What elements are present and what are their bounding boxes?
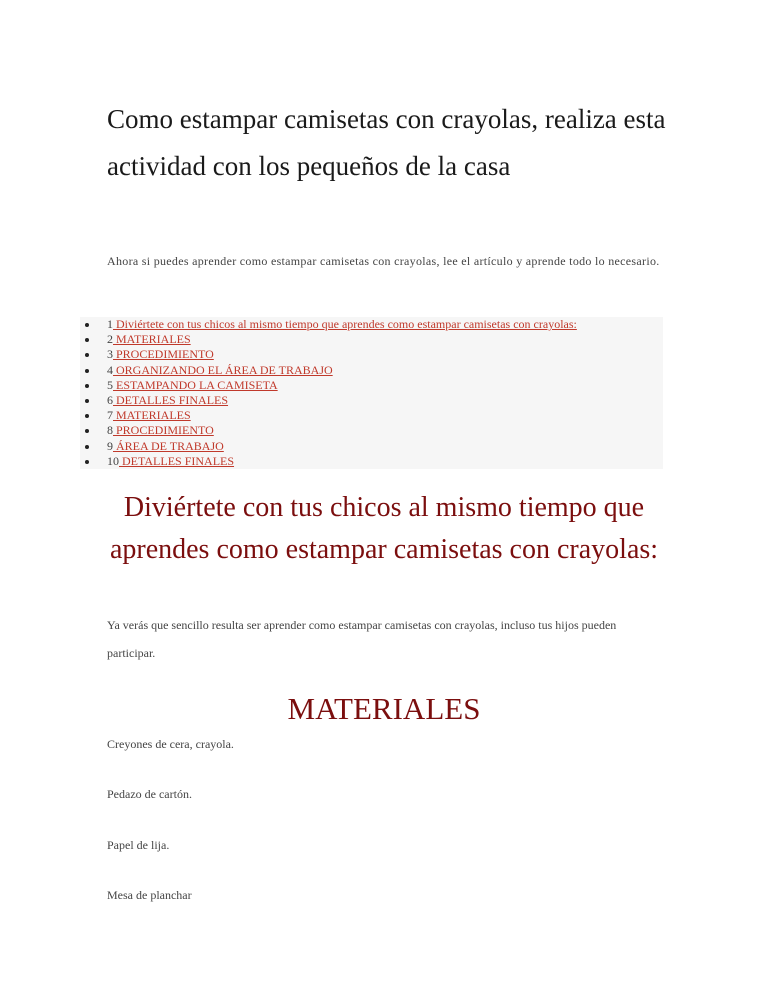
bullet-icon	[85, 399, 89, 403]
toc-number: 8	[107, 423, 113, 438]
bullet-icon	[85, 460, 89, 464]
toc-number: 5	[107, 377, 113, 392]
toc-item	[80, 454, 663, 469]
toc-number: 2	[107, 332, 113, 347]
material-item: Mesa de planchar	[107, 888, 192, 902]
bullet-icon	[85, 384, 89, 388]
toc-link[interactable]: ORGANIZANDO EL ÁREA DE TRABAJO	[113, 362, 333, 377]
bullet-icon	[85, 429, 89, 433]
table-of-contents	[80, 317, 663, 469]
toc-item	[80, 378, 663, 393]
toc-item	[80, 423, 663, 438]
material-item: Papel de lija.	[107, 838, 170, 852]
material-item: Creyones de cera, crayola.	[107, 737, 234, 751]
article-intro: Ahora si puedes aprender como estampar camisetas con crayolas, lee el artículo y aprende todo lo necesario.	[107, 254, 660, 268]
bullet-icon	[85, 323, 89, 327]
toc-link[interactable]: DETALLES FINALES	[119, 453, 235, 468]
bullet-icon	[85, 369, 89, 373]
toc-number: 3	[107, 347, 113, 362]
toc-item	[80, 393, 663, 408]
toc-number: 7	[107, 408, 113, 423]
section-fun-text: Ya verás que sencillo resulta ser aprender como estampar camisetas con crayolas, incluso tus hijos pueden participar.	[107, 618, 617, 660]
bullet-icon	[85, 445, 89, 449]
toc-number: 9	[107, 438, 113, 453]
material-item: Pedazo de cartón.	[107, 787, 192, 801]
toc-link[interactable]: MATERIALES	[113, 408, 191, 423]
toc-number: 6	[107, 392, 113, 407]
section-heading-fun: Diviértete con tus chicos al mismo tiempo que aprendes como estampar camisetas con crayolas:	[109, 492, 659, 565]
toc-number: 4	[107, 362, 113, 377]
bullet-icon	[85, 353, 89, 357]
toc-item	[80, 317, 663, 332]
toc-link[interactable]: ESTAMPANDO LA CAMISETA	[113, 377, 278, 392]
toc-link[interactable]: DETALLES FINALES	[113, 392, 229, 407]
section-heading-materials: MATERIALES	[287, 691, 481, 726]
bullet-icon	[85, 414, 89, 418]
bullet-icon	[85, 338, 89, 342]
toc-item	[80, 332, 663, 347]
toc-item	[80, 408, 663, 423]
article-title: Como estampar camisetas con crayolas, realiza esta actividad con los pequeños de la casa	[107, 104, 666, 181]
toc-link[interactable]: PROCEDIMIENTO	[113, 423, 214, 438]
toc-link[interactable]: MATERIALES	[113, 332, 191, 347]
toc-item	[80, 439, 663, 454]
toc-item	[80, 347, 663, 362]
toc-number: 10	[107, 453, 119, 468]
toc-link[interactable]: ÁREA DE TRABAJO	[113, 438, 224, 453]
toc-link[interactable]: Diviértete con tus chicos al mismo tiempo que aprendes como estampar camisetas con crayolas:	[113, 317, 577, 331]
toc-link[interactable]: PROCEDIMIENTO	[113, 347, 214, 362]
toc-item	[80, 363, 663, 378]
toc-number: 1	[107, 317, 113, 331]
